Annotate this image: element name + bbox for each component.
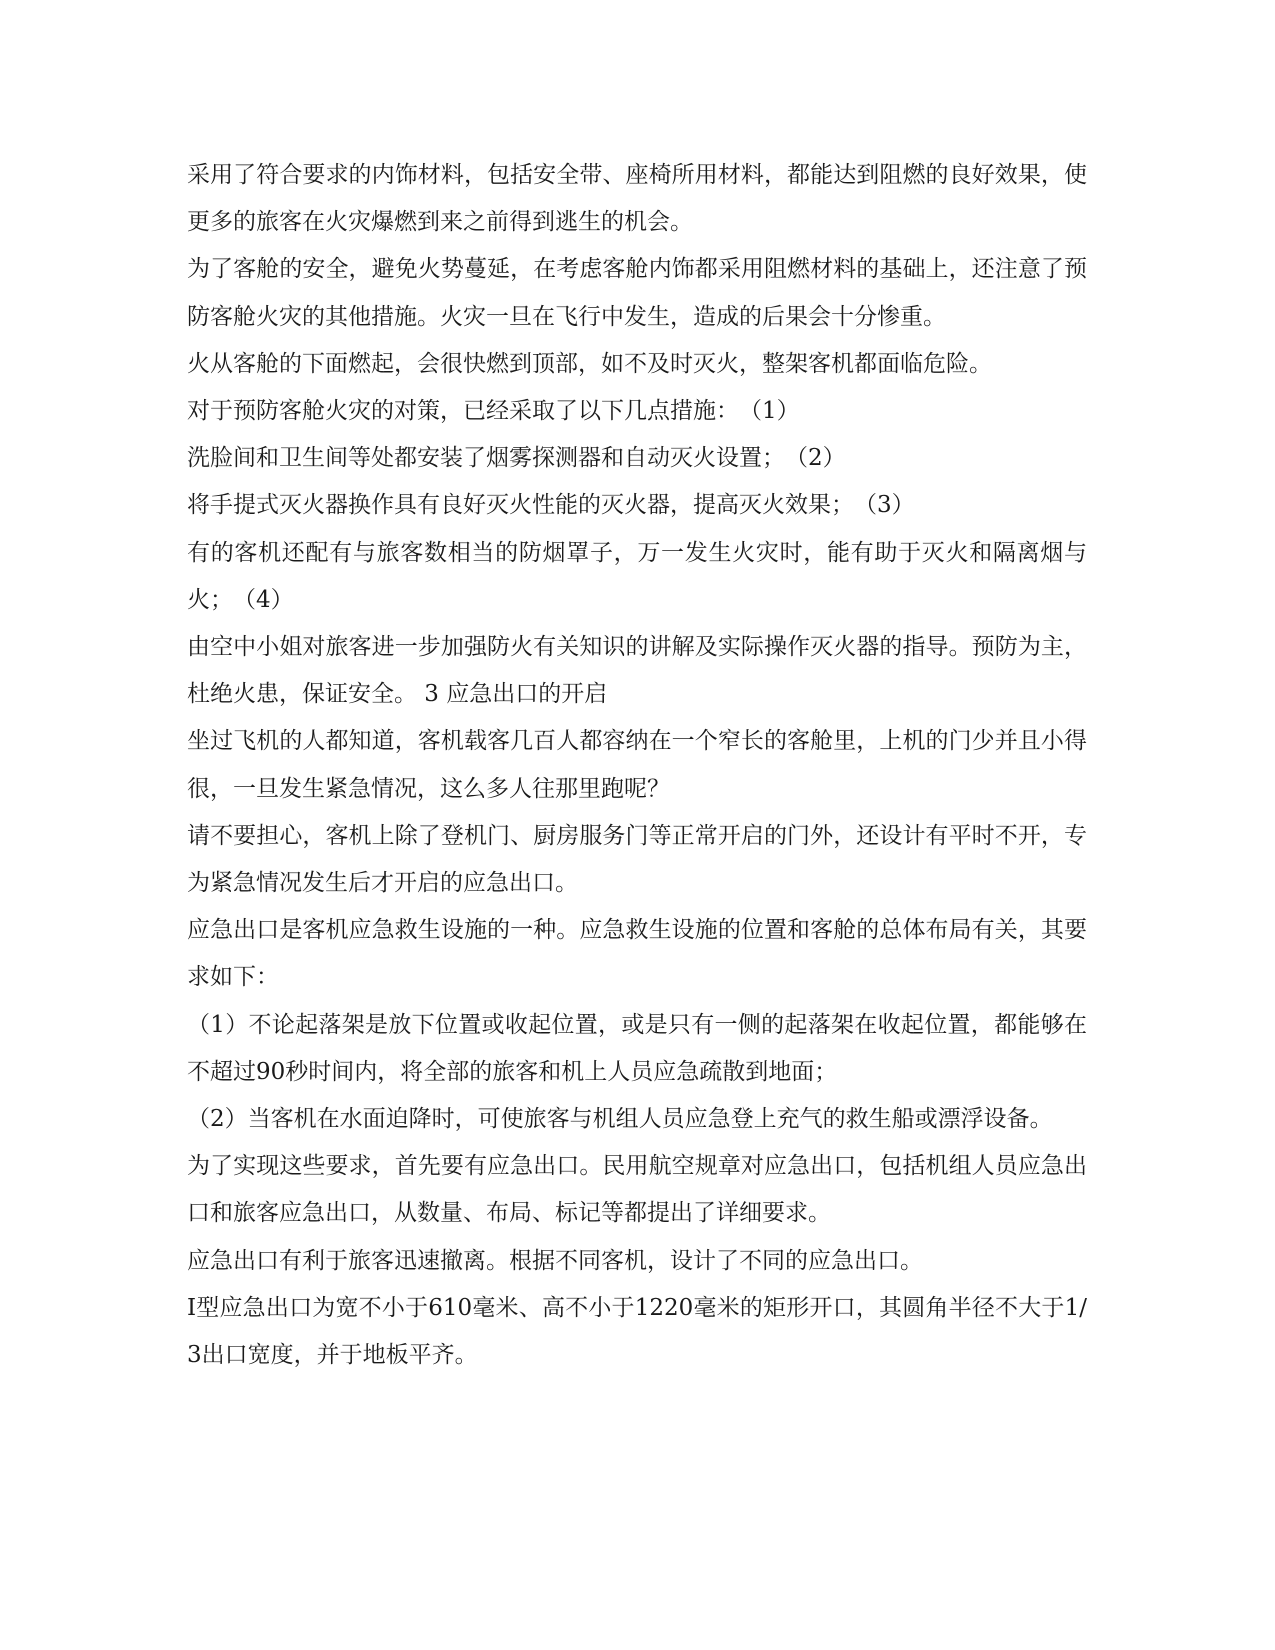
paragraph-exit-question: 坐过飞机的人都知道，客机载客几百人都容纳在一个窄长的客舱里，上机的门少并且小得很，一旦发生紧急情况，这么多人往那里跑呢？ xyxy=(187,728,1087,802)
paragraph-type-i-exit: I型应急出口为宽不小于610毫米、高不小于1220毫米的矩形开口，其圆角半径不大于1/3出口宽度，并于地板平齐。 xyxy=(187,1294,1087,1369)
paragraph-measure-4: 由空中小姐对旅客进一步加强防火有关知识的讲解及实际操作灭火器的指导。预防为主，杜绝火患，保证安全。 3 应急出口的开启 xyxy=(187,634,1087,708)
paragraph-measure-3: 有的客机还配有与旅客数相当的防烟罩子，万一发生火灾时，能有助于灭火和隔离烟与火； （4） xyxy=(187,539,1087,613)
paragraph-regulations: 为了实现这些要求，首先要有应急出口。民用航空规章对应急出口，包括机组人员应急出口和旅客应急出口，从数量、布局、标记等都提出了详细要求。 xyxy=(187,1153,1087,1227)
paragraph-exit-types: 应急出口有利于旅客迅速撤离。根据不同客机，设计了不同的应急出口。 xyxy=(187,1247,923,1274)
paragraph-requirement-2: （2）当客机在水面迫降时，可使旅客与机组人员应急登上充气的救生船或漂浮设备。 xyxy=(187,1106,1053,1133)
paragraph-fire-spread: 火从客舱的下面燃起，会很快燃到顶部，如不及时灭火，整架客机都面临危险。 xyxy=(187,350,992,377)
paragraph-measure-2: 将手提式灭火器换作具有良好灭火性能的灭火器，提高灭火效果； （3） xyxy=(187,492,915,519)
paragraph-measures-intro: 对于预防客舱火灾的对策，已经采取了以下几点措施： （1） xyxy=(187,398,800,425)
paragraph-cabin-safety: 为了客舱的安全，避免火势蔓延，在考虑客舱内饰都采用阻燃材料的基础上，还注意了预防客舱火灾的其他措施。火灾一旦在飞行中发生，造成的后果会十分惨重。 xyxy=(187,256,1087,330)
paragraph-requirements-intro: 应急出口是客机应急救生设施的一种。应急救生设施的位置和客舱的总体布局有关，其要求如下： xyxy=(187,917,1087,991)
paragraph-requirement-1: （1）不论起落架是放下位置或收起位置，或是只有一侧的起落架在收起位置，都能够在不超过90秒时间内，将全部的旅客和机上人员应急疏散到地面； xyxy=(187,1011,1087,1085)
paragraph-measure-1: 洗脸间和卫生间等处都安装了烟雾探测器和自动灭火设置； （2） xyxy=(187,445,846,472)
document-body xyxy=(187,152,1087,1379)
paragraph-flame-retardant-materials: 采用了符合要求的内饰材料，包括安全带、座椅所用材料，都能达到阻燃的良好效果，使更多的旅客在火灾爆燃到来之前得到逃生的机会。 xyxy=(187,162,1087,236)
paragraph-emergency-exits: 请不要担心，客机上除了登机门、厨房服务门等正常开启的门外，还设计有平时不开，专为紧急情况发生后才开启的应急出口。 xyxy=(187,822,1087,897)
